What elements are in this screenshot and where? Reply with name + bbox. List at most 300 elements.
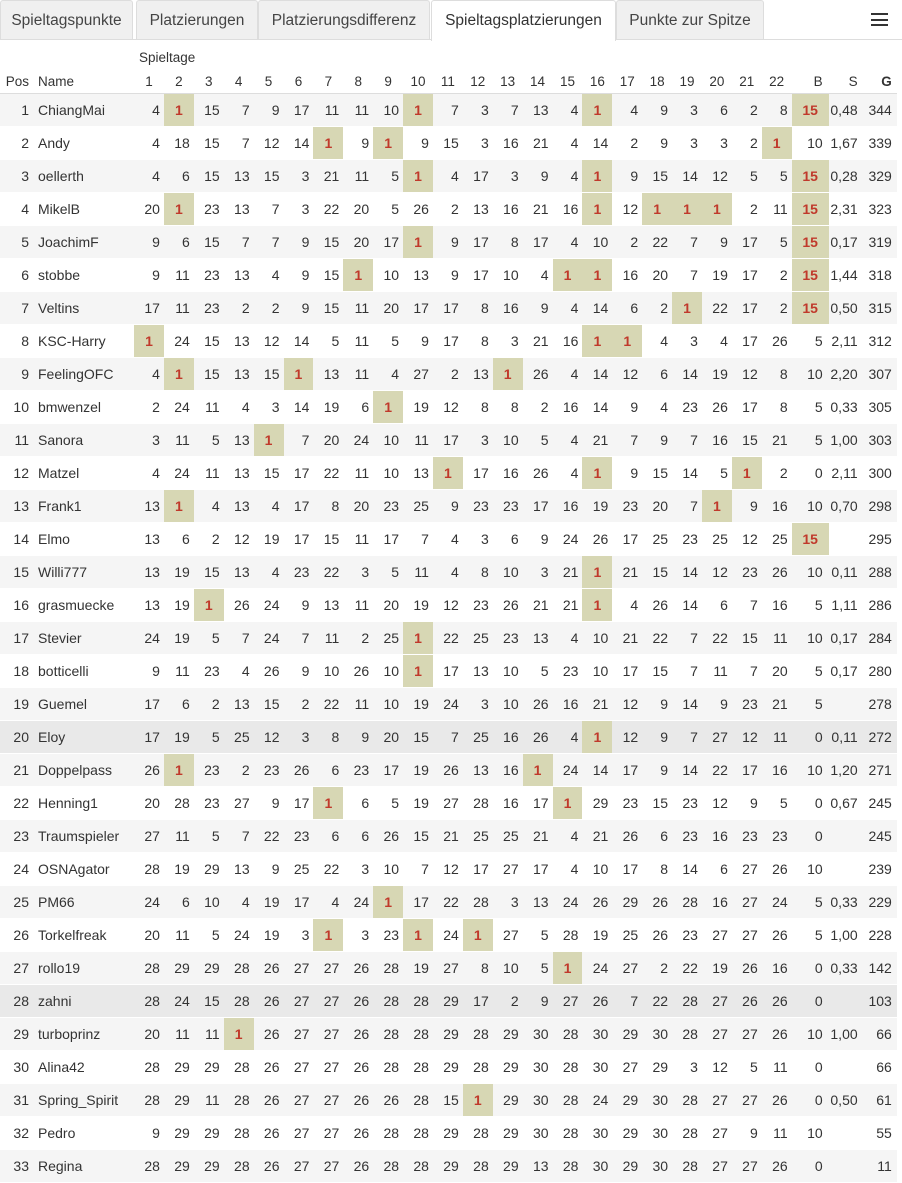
day-cell: 2 bbox=[194, 523, 224, 556]
table-row bbox=[0, 358, 897, 391]
day-cell: 29 bbox=[493, 1018, 523, 1051]
day-cell: 16 bbox=[553, 193, 583, 226]
row-name: Guemel bbox=[29, 688, 134, 721]
day-cell: 1 bbox=[433, 457, 463, 490]
row-pos: 23 bbox=[0, 820, 29, 853]
day-cell: 11 bbox=[762, 622, 792, 655]
tab-punkte-zur-spitze[interactable]: Punkte zur Spitze bbox=[616, 0, 764, 39]
table-row bbox=[0, 556, 897, 589]
day-cell: 26 bbox=[254, 985, 284, 1018]
day-cell: 28 bbox=[403, 1051, 433, 1084]
day-cell: 16 bbox=[762, 490, 792, 523]
day-cell: 7 bbox=[672, 226, 702, 259]
day-cell: 16 bbox=[612, 259, 642, 292]
day-cell: 3 bbox=[343, 919, 373, 952]
row-bonus: 10 bbox=[792, 490, 829, 523]
day-cell: 28 bbox=[134, 952, 164, 985]
day-cell: 15 bbox=[254, 457, 284, 490]
row-name: Torkelfreak bbox=[29, 919, 134, 952]
day-cell: 25 bbox=[463, 820, 493, 853]
day-cell: 27 bbox=[433, 787, 463, 820]
day-cell: 2 bbox=[433, 193, 463, 226]
day-cell: 6 bbox=[343, 787, 373, 820]
row-pos: 28 bbox=[0, 985, 29, 1018]
day-cell: 13 bbox=[403, 457, 433, 490]
day-cell: 3 bbox=[463, 688, 493, 721]
day-cell: 28 bbox=[553, 1018, 583, 1051]
row-name: OSNAgator bbox=[29, 853, 134, 886]
day-cell: 11 bbox=[762, 721, 792, 754]
row-name: botticelli bbox=[29, 655, 134, 688]
day-cell: 27 bbox=[732, 919, 762, 952]
day-cell: 26 bbox=[134, 754, 164, 787]
day-cell: 5 bbox=[732, 160, 762, 193]
day-cell: 10 bbox=[373, 655, 403, 688]
day-cell: 25 bbox=[463, 721, 493, 754]
day-cell: 27 bbox=[403, 358, 433, 391]
day-cell: 19 bbox=[254, 919, 284, 952]
day-cell: 1 bbox=[553, 952, 583, 985]
day-cell: 1 bbox=[313, 127, 343, 160]
day-cell: 5 bbox=[762, 787, 792, 820]
day-cell: 6 bbox=[702, 853, 732, 886]
row-bonus: 0 bbox=[792, 1084, 829, 1117]
day-cell: 17 bbox=[284, 886, 314, 919]
day-cell: 1 bbox=[403, 655, 433, 688]
row-pos: 32 bbox=[0, 1117, 29, 1150]
day-cell: 21 bbox=[762, 424, 792, 457]
tab-platzierungsdifferenz[interactable]: Platzierungsdifferenz bbox=[258, 0, 430, 39]
row-pos: 9 bbox=[0, 358, 29, 391]
day-cell: 28 bbox=[373, 1150, 403, 1183]
day-cell: 16 bbox=[493, 292, 523, 325]
row-pos: 19 bbox=[0, 688, 29, 721]
day-cell: 10 bbox=[373, 259, 403, 292]
row-bonus: 5 bbox=[792, 424, 829, 457]
day-cell: 6 bbox=[164, 523, 194, 556]
row-s bbox=[829, 853, 864, 886]
day-cell: 9 bbox=[284, 259, 314, 292]
day-cell: 28 bbox=[373, 1018, 403, 1051]
day-cell: 17 bbox=[284, 523, 314, 556]
day-cell: 3 bbox=[493, 886, 523, 919]
day-cell: 28 bbox=[224, 985, 254, 1018]
day-cell: 14 bbox=[672, 853, 702, 886]
day-cell: 14 bbox=[284, 127, 314, 160]
day-cell: 10 bbox=[582, 226, 612, 259]
day-cell: 28 bbox=[553, 1084, 583, 1117]
day-cell: 4 bbox=[612, 589, 642, 622]
day-cell: 1 bbox=[284, 358, 314, 391]
tab-platzierungen[interactable]: Platzierungen bbox=[136, 0, 258, 39]
day-cell: 29 bbox=[194, 1150, 224, 1183]
header-pos: Pos bbox=[5, 74, 29, 89]
day-cell: 13 bbox=[224, 688, 254, 721]
row-total: 66 bbox=[864, 1051, 897, 1084]
row-name: Traumspieler bbox=[29, 820, 134, 853]
day-cell: 4 bbox=[553, 721, 583, 754]
day-cell: 28 bbox=[553, 919, 583, 952]
day-cell: 8 bbox=[642, 853, 672, 886]
table-row bbox=[0, 919, 897, 952]
day-cell: 4 bbox=[134, 160, 164, 193]
day-cell: 26 bbox=[762, 1150, 792, 1183]
tab-spieltagspunkte[interactable]: Spieltagspunkte bbox=[0, 0, 133, 39]
day-cell: 13 bbox=[523, 1150, 553, 1183]
day-cell: 17 bbox=[433, 424, 463, 457]
day-cell: 26 bbox=[343, 1051, 373, 1084]
day-cell: 29 bbox=[642, 1051, 672, 1084]
day-cell: 4 bbox=[224, 655, 254, 688]
table-row bbox=[0, 1150, 897, 1183]
day-cell: 11 bbox=[194, 457, 224, 490]
day-cell: 4 bbox=[313, 886, 343, 919]
day-cell: 1 bbox=[493, 358, 523, 391]
day-cell: 4 bbox=[642, 391, 672, 424]
row-pos: 17 bbox=[0, 622, 29, 655]
day-cell: 23 bbox=[672, 787, 702, 820]
day-cell: 4 bbox=[134, 457, 164, 490]
day-cell: 3 bbox=[463, 424, 493, 457]
day-cell: 9 bbox=[612, 160, 642, 193]
day-cell: 23 bbox=[672, 523, 702, 556]
day-cell: 1 bbox=[134, 325, 164, 358]
day-cell: 17 bbox=[284, 787, 314, 820]
day-cell: 23 bbox=[732, 688, 762, 721]
day-cell: 27 bbox=[612, 1051, 642, 1084]
day-cell: 10 bbox=[582, 853, 612, 886]
day-cell: 7 bbox=[403, 523, 433, 556]
row-s bbox=[829, 1150, 864, 1183]
row-name: Stevier bbox=[29, 622, 134, 655]
table-row bbox=[0, 391, 897, 424]
day-cell: 23 bbox=[343, 754, 373, 787]
day-cell: 6 bbox=[313, 754, 343, 787]
day-cell: 17 bbox=[134, 688, 164, 721]
day-cell: 26 bbox=[224, 589, 254, 622]
day-cell: 16 bbox=[493, 457, 523, 490]
row-bonus: 5 bbox=[792, 688, 829, 721]
table-row bbox=[0, 952, 897, 985]
row-pos: 21 bbox=[0, 754, 29, 787]
day-cell: 29 bbox=[493, 1150, 523, 1183]
day-cell: 19 bbox=[702, 259, 732, 292]
day-cell: 4 bbox=[553, 622, 583, 655]
row-name: Spring_Spirit bbox=[29, 1084, 134, 1117]
day-cell: 14 bbox=[672, 754, 702, 787]
day-cell: 17 bbox=[612, 754, 642, 787]
row-name: grasmuecke bbox=[29, 589, 134, 622]
row-total: 319 bbox=[864, 226, 897, 259]
header-day-20: 20 bbox=[709, 74, 725, 89]
day-cell: 26 bbox=[762, 853, 792, 886]
day-cell: 2 bbox=[134, 391, 164, 424]
day-cell: 4 bbox=[134, 94, 164, 127]
day-cell: 9 bbox=[403, 325, 433, 358]
day-cell: 28 bbox=[373, 1051, 403, 1084]
day-cell: 21 bbox=[523, 193, 553, 226]
day-cell: 15 bbox=[194, 94, 224, 127]
row-name: Frank1 bbox=[29, 490, 134, 523]
day-cell: 16 bbox=[762, 952, 792, 985]
header-day-5: 5 bbox=[264, 74, 273, 89]
day-cell: 9 bbox=[702, 688, 732, 721]
day-cell: 28 bbox=[224, 1150, 254, 1183]
day-cell: 24 bbox=[582, 952, 612, 985]
day-cell: 2 bbox=[612, 127, 642, 160]
row-total: 239 bbox=[864, 853, 897, 886]
hamburger-menu-icon[interactable] bbox=[871, 13, 888, 26]
day-cell: 15 bbox=[433, 1084, 463, 1117]
day-cell: 4 bbox=[523, 259, 553, 292]
day-cell: 14 bbox=[284, 391, 314, 424]
day-cell: 4 bbox=[553, 292, 583, 325]
row-s: 0,33 bbox=[829, 391, 864, 424]
day-cell: 26 bbox=[373, 1084, 403, 1117]
day-cell: 26 bbox=[702, 391, 732, 424]
row-name: stobbe bbox=[29, 259, 134, 292]
day-cell: 9 bbox=[642, 721, 672, 754]
day-cell: 1 bbox=[224, 1018, 254, 1051]
day-cell: 1 bbox=[373, 391, 403, 424]
row-bonus: 5 bbox=[792, 589, 829, 622]
table-row bbox=[0, 622, 897, 655]
day-cell: 2 bbox=[224, 292, 254, 325]
day-cell: 26 bbox=[343, 1018, 373, 1051]
day-cell: 27 bbox=[612, 952, 642, 985]
row-total: 228 bbox=[864, 919, 897, 952]
day-cell: 29 bbox=[612, 1150, 642, 1183]
day-cell: 17 bbox=[284, 94, 314, 127]
row-total: 305 bbox=[864, 391, 897, 424]
day-cell: 16 bbox=[762, 754, 792, 787]
day-cell: 25 bbox=[702, 523, 732, 556]
day-cell: 5 bbox=[523, 952, 553, 985]
table-row bbox=[0, 787, 897, 820]
day-cell: 1 bbox=[672, 292, 702, 325]
day-cell: 8 bbox=[313, 721, 343, 754]
day-cell: 5 bbox=[373, 160, 403, 193]
day-cell: 7 bbox=[732, 655, 762, 688]
day-cell: 17 bbox=[523, 490, 553, 523]
day-cell: 26 bbox=[762, 919, 792, 952]
row-name: KSC-Harry bbox=[29, 325, 134, 358]
row-bonus: 5 bbox=[792, 919, 829, 952]
day-cell: 2 bbox=[194, 688, 224, 721]
row-total: 271 bbox=[864, 754, 897, 787]
day-cell: 28 bbox=[463, 1150, 493, 1183]
day-cell: 17 bbox=[373, 523, 403, 556]
day-cell: 1 bbox=[254, 424, 284, 457]
day-cell: 2 bbox=[642, 952, 672, 985]
day-cell: 17 bbox=[612, 523, 642, 556]
day-cell: 19 bbox=[313, 391, 343, 424]
day-cell: 1 bbox=[672, 193, 702, 226]
day-cell: 1 bbox=[373, 127, 403, 160]
row-bonus: 10 bbox=[792, 358, 829, 391]
day-cell: 1 bbox=[582, 457, 612, 490]
day-cell: 4 bbox=[194, 490, 224, 523]
day-cell: 12 bbox=[612, 721, 642, 754]
row-s: 1,11 bbox=[829, 589, 864, 622]
day-cell: 23 bbox=[672, 919, 702, 952]
row-s: 2,11 bbox=[829, 325, 864, 358]
day-cell: 22 bbox=[702, 622, 732, 655]
table-row bbox=[0, 1018, 897, 1051]
day-cell: 26 bbox=[642, 589, 672, 622]
header-day-13: 13 bbox=[500, 74, 516, 89]
day-cell: 7 bbox=[403, 853, 433, 886]
day-cell: 10 bbox=[313, 655, 343, 688]
row-name: Henning1 bbox=[29, 787, 134, 820]
row-pos: 20 bbox=[0, 721, 29, 754]
day-cell: 2 bbox=[762, 457, 792, 490]
day-cell: 22 bbox=[313, 556, 343, 589]
day-cell: 11 bbox=[164, 655, 194, 688]
day-cell: 24 bbox=[224, 919, 254, 952]
day-cell: 28 bbox=[463, 1117, 493, 1150]
day-cell: 28 bbox=[134, 1150, 164, 1183]
day-cell: 17 bbox=[433, 655, 463, 688]
day-cell: 23 bbox=[194, 655, 224, 688]
day-cell: 26 bbox=[343, 1117, 373, 1150]
day-cell: 13 bbox=[224, 259, 254, 292]
row-name: ChiangMai bbox=[29, 94, 134, 127]
table-row bbox=[0, 1117, 897, 1150]
table-row bbox=[0, 1084, 897, 1117]
day-cell: 21 bbox=[553, 556, 583, 589]
day-cell: 8 bbox=[493, 391, 523, 424]
day-cell: 10 bbox=[373, 94, 403, 127]
day-cell: 28 bbox=[373, 952, 403, 985]
day-cell: 13 bbox=[134, 556, 164, 589]
day-cell: 29 bbox=[612, 1018, 642, 1051]
day-cell: 3 bbox=[284, 721, 314, 754]
row-bonus: 0 bbox=[792, 1150, 829, 1183]
row-bonus: 0 bbox=[792, 1051, 829, 1084]
day-cell: 27 bbox=[732, 1084, 762, 1117]
day-cell: 30 bbox=[523, 1051, 553, 1084]
day-cell: 27 bbox=[732, 853, 762, 886]
day-cell: 29 bbox=[493, 1084, 523, 1117]
day-cell: 25 bbox=[403, 490, 433, 523]
table-row bbox=[0, 985, 897, 1018]
day-cell: 5 bbox=[523, 424, 553, 457]
day-cell: 28 bbox=[403, 1150, 433, 1183]
day-cell: 3 bbox=[493, 325, 523, 358]
day-cell: 16 bbox=[493, 754, 523, 787]
header-s: S bbox=[848, 74, 858, 89]
day-cell: 13 bbox=[463, 193, 493, 226]
row-pos: 5 bbox=[0, 226, 29, 259]
day-cell: 24 bbox=[164, 325, 194, 358]
row-bonus: 10 bbox=[792, 853, 829, 886]
day-cell: 9 bbox=[732, 490, 762, 523]
day-cell: 15 bbox=[194, 325, 224, 358]
header-day-10: 10 bbox=[410, 74, 426, 89]
day-cell: 8 bbox=[463, 292, 493, 325]
day-cell: 22 bbox=[254, 820, 284, 853]
row-name: Veltins bbox=[29, 292, 134, 325]
day-cell: 2 bbox=[732, 94, 762, 127]
day-cell: 13 bbox=[134, 523, 164, 556]
day-cell: 4 bbox=[254, 490, 284, 523]
row-s bbox=[829, 688, 864, 721]
day-cell: 13 bbox=[313, 589, 343, 622]
day-cell: 19 bbox=[164, 589, 194, 622]
day-cell: 29 bbox=[433, 1150, 463, 1183]
day-cell: 16 bbox=[553, 490, 583, 523]
row-total: 323 bbox=[864, 193, 897, 226]
day-cell: 6 bbox=[702, 94, 732, 127]
row-s: 0,50 bbox=[829, 1084, 864, 1117]
day-cell: 26 bbox=[254, 1018, 284, 1051]
day-cell: 7 bbox=[672, 259, 702, 292]
day-cell: 4 bbox=[642, 325, 672, 358]
day-cell: 20 bbox=[134, 193, 164, 226]
day-cell: 12 bbox=[702, 1051, 732, 1084]
row-s: 0,11 bbox=[829, 556, 864, 589]
day-cell: 3 bbox=[702, 127, 732, 160]
day-cell: 28 bbox=[224, 952, 254, 985]
row-s: 1,00 bbox=[829, 919, 864, 952]
row-bonus: 5 bbox=[792, 886, 829, 919]
day-cell: 17 bbox=[403, 886, 433, 919]
day-cell: 3 bbox=[463, 523, 493, 556]
day-cell: 15 bbox=[433, 127, 463, 160]
day-cell: 11 bbox=[194, 1018, 224, 1051]
day-cell: 27 bbox=[493, 853, 523, 886]
day-cell: 1 bbox=[463, 1084, 493, 1117]
header-day-14: 14 bbox=[530, 74, 546, 89]
day-cell: 17 bbox=[463, 853, 493, 886]
day-cell: 9 bbox=[523, 160, 553, 193]
row-name: PM66 bbox=[29, 886, 134, 919]
row-name: Elmo bbox=[29, 523, 134, 556]
day-cell: 16 bbox=[702, 886, 732, 919]
day-cell: 11 bbox=[343, 688, 373, 721]
day-cell: 3 bbox=[284, 919, 314, 952]
day-cell: 9 bbox=[642, 424, 672, 457]
day-cell: 7 bbox=[284, 424, 314, 457]
day-cell: 19 bbox=[164, 853, 194, 886]
day-cell: 5 bbox=[762, 160, 792, 193]
day-cell: 17 bbox=[134, 721, 164, 754]
day-cell: 25 bbox=[642, 523, 672, 556]
row-name: turboprinz bbox=[29, 1018, 134, 1051]
row-pos: 26 bbox=[0, 919, 29, 952]
row-s: 0,33 bbox=[829, 952, 864, 985]
day-cell: 4 bbox=[553, 94, 583, 127]
day-cell: 16 bbox=[553, 688, 583, 721]
day-cell: 1 bbox=[582, 259, 612, 292]
day-cell: 2 bbox=[732, 127, 762, 160]
day-cell: 12 bbox=[612, 193, 642, 226]
day-cell: 14 bbox=[582, 391, 612, 424]
day-cell: 8 bbox=[762, 391, 792, 424]
tab-spieltagsplatzierungen[interactable]: Spieltagsplatzierungen bbox=[431, 0, 616, 41]
day-cell: 7 bbox=[433, 721, 463, 754]
day-cell: 14 bbox=[284, 325, 314, 358]
row-s: 0,28 bbox=[829, 160, 864, 193]
day-cell: 26 bbox=[433, 754, 463, 787]
day-cell: 12 bbox=[702, 556, 732, 589]
day-cell: 27 bbox=[284, 1117, 314, 1150]
day-cell: 27 bbox=[702, 919, 732, 952]
day-cell: 4 bbox=[553, 358, 583, 391]
row-total: 288 bbox=[864, 556, 897, 589]
day-cell: 26 bbox=[612, 820, 642, 853]
